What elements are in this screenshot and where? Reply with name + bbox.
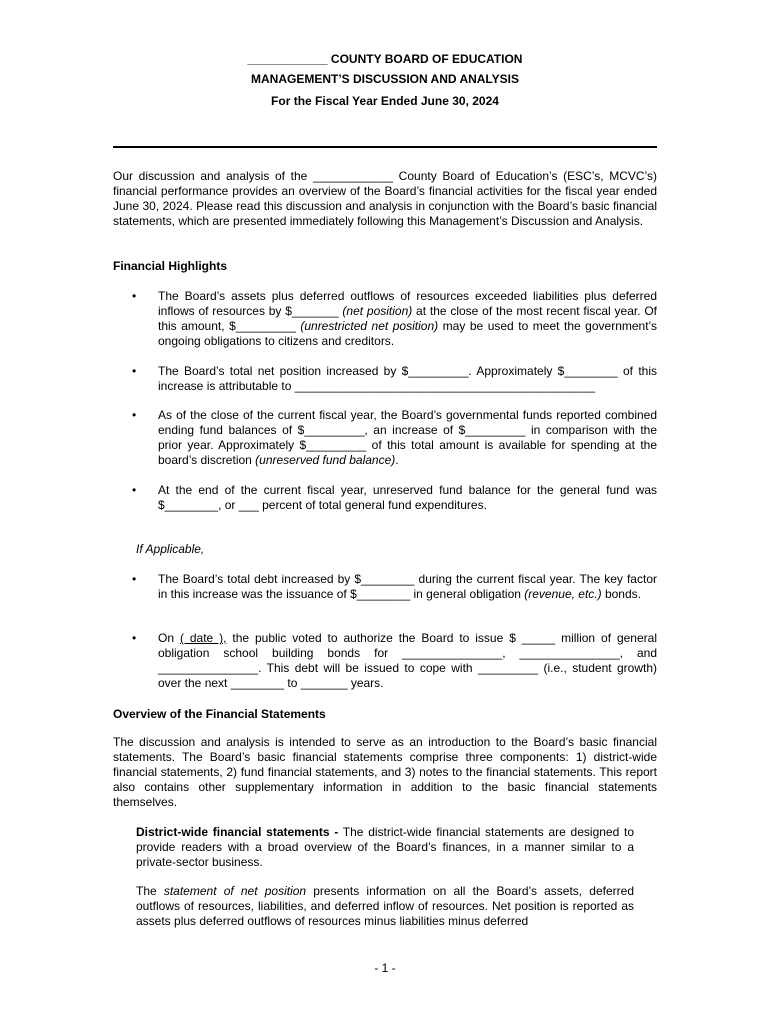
financial-highlights-heading: Financial Highlights: [113, 259, 228, 273]
header-line-2: MANAGEMENT’S DISCUSSION AND ANALYSIS: [250, 72, 520, 86]
bullet-icon: •: [132, 408, 137, 422]
overview-heading: Overview of the Financial Statements: [113, 707, 326, 721]
applicable-bullet-1: The Board’s total debt increased by $________ during the current fiscal year. The key factor in this increase was the issuance of $________ in general obligation (revenue, etc.) bonds.: [158, 572, 657, 601]
header-line-1: ____________ COUNTY BOARD OF EDUCATION: [247, 52, 523, 66]
header-line-3: For the Fiscal Year Ended June 30, 2024: [271, 94, 499, 108]
highlight-bullet-2: The Board’s total net position increased by $_________. Approximately $________ of this increase is attributable to _____________________________________________: [158, 364, 657, 393]
highlight-bullet-4: At the end of the current fiscal year, unreserved fund balance for the general fund was $________, or ___ percent of total general fund expenditures.: [158, 483, 657, 512]
bullet-icon: •: [132, 631, 137, 645]
header-divider: [113, 146, 657, 148]
bullet-icon: •: [132, 289, 137, 303]
bullet-icon: •: [132, 572, 137, 586]
applicable-bullet-2: On ( date ), the public voted to authorize the Board to issue $ _____ million of general obligation school building bonds for _______________, _______________, and _______________. This debt will be issued to cope with _________ (i.e., student growth) over the next ________ to _______ years.: [158, 631, 657, 690]
highlight-bullet-1: The Board’s assets plus deferred outflows of resources exceeded liabilities plus deferred inflows of resources by $_______ (net position) at the close of the most recent fiscal year. Of this amount, $_________ (unrestricted net position) may be used to meet the government’s ongoing obligations to citizens and creditors.: [158, 289, 657, 348]
if-applicable-label: If Applicable,: [136, 542, 205, 556]
bullet-icon: •: [132, 483, 137, 497]
highlight-bullet-3: As of the close of the current fiscal year, the Board’s governmental funds reported combined ending fund balances of $_________, an increase of $_________ in comparison with the prior year. Approximately $_________ of this total amount is available for spending at the board’s discretion (unreserved fund balance).: [158, 408, 657, 467]
bullet-icon: •: [132, 364, 137, 378]
net-position-paragraph: The statement of net position presents information on all the Board’s assets, deferred outflows of resources, liabilities, and deferred inflow of resources. Net position is reported as assets plus deferred outflows of resources minus liabilities minus deferred: [136, 884, 634, 928]
district-wide-paragraph: District-wide financial statements - The district-wide financial statements are designed to provide readers with a broad overview of the Board’s finances, in a manner similar to a private-sector business.: [136, 825, 635, 869]
overview-paragraph: The discussion and analysis is intended to serve as an introduction to the Board’s basic financial statements. The Board’s basic financial statements comprise three components: 1) district-wide financial statements, 2) fund financial statements, and 3) notes to the financial statements. This report also contains other supplementary information in addition to the basic financial statements themselves.: [113, 735, 657, 809]
intro-paragraph: Our discussion and analysis of the ____________ County Board of Education’s (ESC’s, MCVC’s) financial performance provides an overview of the Board’s financial activities for the fiscal year ended June 30, 2024. Please read this discussion and analysis in conjunction with the Board’s basic financial statements, which are presented immediately following this Management’s Discussion and Analysis.: [113, 169, 657, 228]
page-number: - 1 -: [374, 961, 396, 975]
